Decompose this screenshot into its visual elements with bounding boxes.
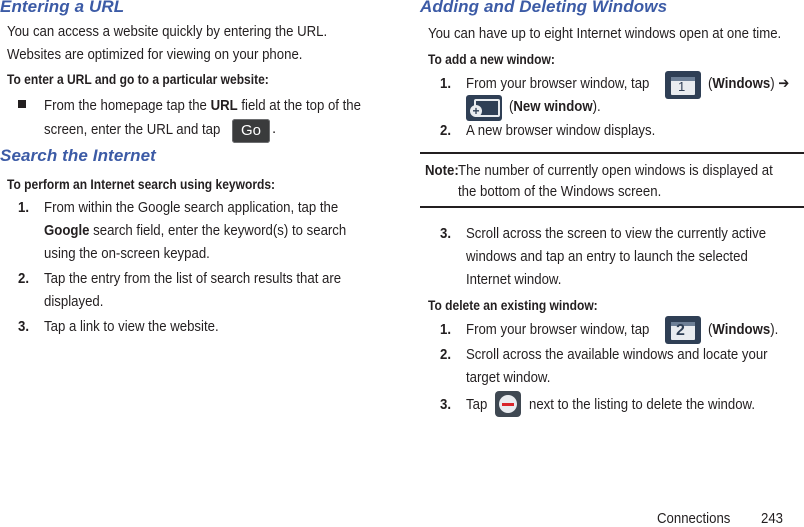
new-window-icon[interactable]: + xyxy=(466,95,502,121)
step-text: From within the Google search application, tap the xyxy=(44,199,339,216)
step-text: (Windows). xyxy=(708,321,779,338)
heading-entering-url: Entering a URL xyxy=(0,0,125,16)
subheading-search: To perform an Internet search using keywords: xyxy=(7,176,276,192)
step-number: 1. xyxy=(440,321,452,338)
step-text: Tap a link to view the website. xyxy=(44,318,219,335)
intro-line: You can access a website quickly by entering the URL. xyxy=(7,23,328,40)
step-text: next to the listing to delete the window. xyxy=(529,396,756,413)
step-text: From your browser window, tap xyxy=(466,75,650,92)
step-text: (New window). xyxy=(509,98,601,115)
bullet-text: From the homepage tap the URL field at the top of the xyxy=(44,97,361,114)
note-top-rule xyxy=(420,152,804,154)
intro-line: You can have up to eight Internet windows open at one time. xyxy=(428,25,782,42)
bullet-marker xyxy=(18,100,26,108)
step-number: 3. xyxy=(18,318,30,335)
step-text: A new browser window displays. xyxy=(466,122,656,139)
delete-window-button[interactable] xyxy=(495,391,521,417)
heading-search-internet: Search the Internet xyxy=(0,146,156,165)
windows-icon[interactable]: 1 xyxy=(665,71,701,99)
step-text: windows and tap an entry to launch the selected xyxy=(466,248,748,265)
step-text: From your browser window, tap xyxy=(466,321,650,338)
step-text: Scroll across the available windows and locate your xyxy=(466,346,768,363)
step-number: 2. xyxy=(440,346,452,363)
step-number: 1. xyxy=(18,199,30,216)
page-number: 243 xyxy=(761,510,784,527)
note-text: The number of currently open windows is displayed at xyxy=(458,162,773,179)
intro-line: Websites are optimized for viewing on your phone. xyxy=(7,46,303,63)
step-text: Tap xyxy=(466,396,488,413)
period: . xyxy=(272,120,277,137)
heading-adding-deleting: Adding and Deleting Windows xyxy=(420,0,668,16)
subheading-delete-window: To delete an existing window: xyxy=(428,297,598,313)
note-label: Note: xyxy=(425,162,459,179)
minus-icon xyxy=(502,403,514,406)
step-number: 3. xyxy=(440,225,452,242)
step-text: (Windows) ➔ xyxy=(708,75,790,92)
subheading-add-window: To add a new window: xyxy=(428,51,555,67)
step-text: Tap the entry from the list of search results that are xyxy=(44,270,342,287)
footer-section: Connections xyxy=(657,510,731,527)
step-text: displayed. xyxy=(44,293,104,310)
step-number: 1. xyxy=(440,75,452,92)
step-text: using the on-screen keypad. xyxy=(44,245,210,262)
step-number: 2. xyxy=(440,122,452,139)
step-text: target window. xyxy=(466,369,551,386)
step-number: 2. xyxy=(18,270,30,287)
subheading-enter-url: To enter a URL and go to a particular website: xyxy=(7,71,269,87)
step-text: Internet window. xyxy=(466,271,562,288)
note-text: the bottom of the Windows screen. xyxy=(458,183,662,200)
step-number: 3. xyxy=(440,396,452,413)
step-text: Scroll across the screen to view the currently active xyxy=(466,225,767,242)
step-text: Google search field, enter the keyword(s) to search xyxy=(44,222,347,239)
go-button[interactable]: Go xyxy=(232,119,270,143)
windows-icon[interactable]: 2 xyxy=(665,316,701,344)
bullet-text: screen, enter the URL and tap xyxy=(44,121,221,138)
note-bottom-rule xyxy=(420,206,804,208)
